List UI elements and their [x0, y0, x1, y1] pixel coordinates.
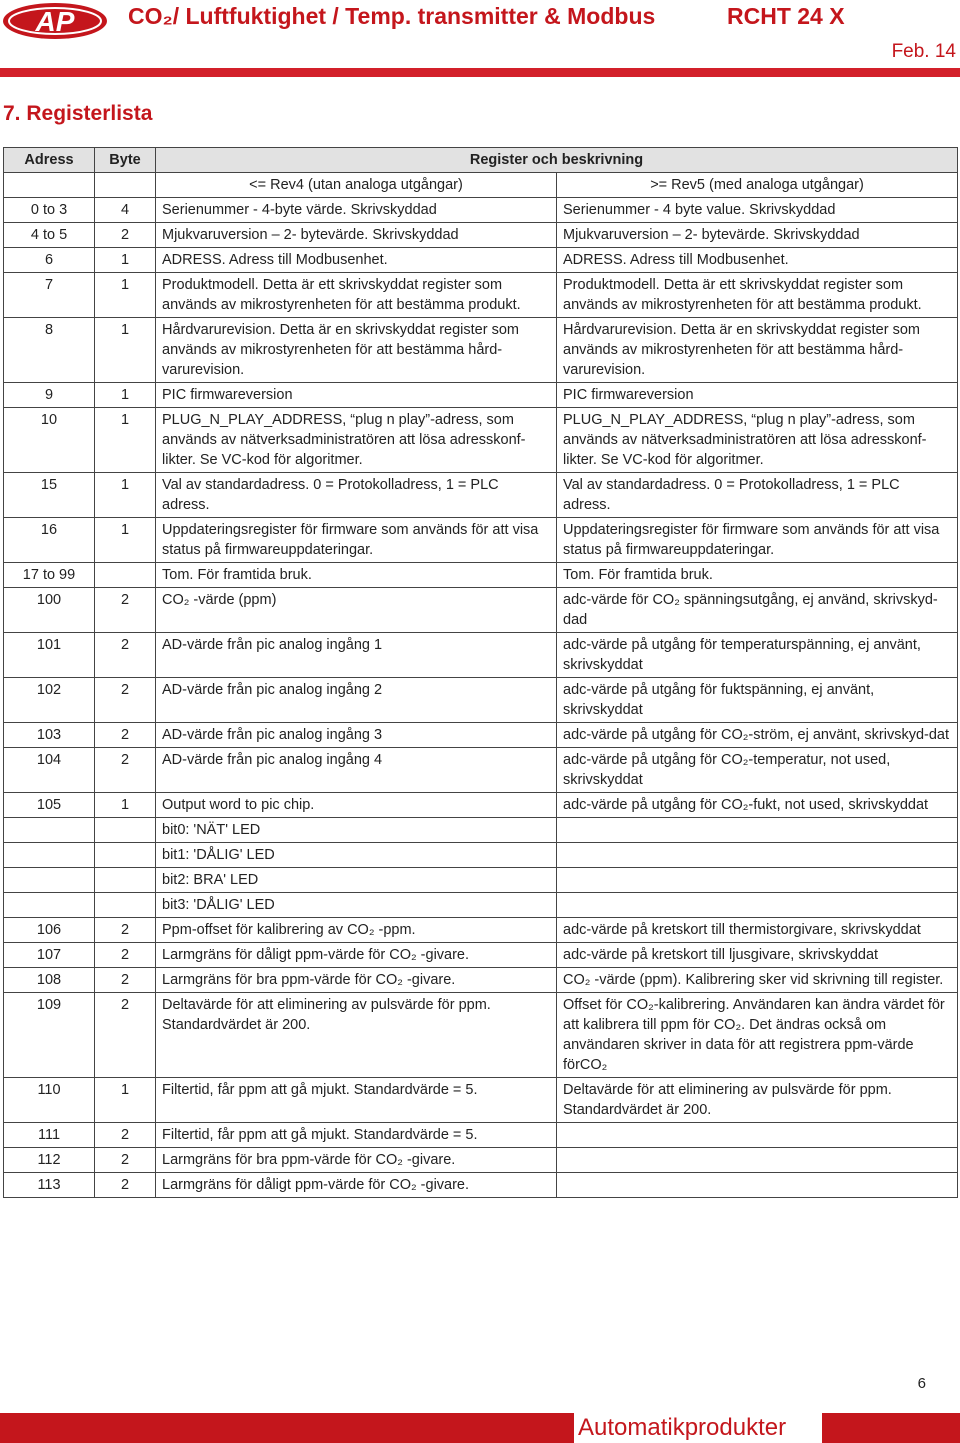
footer-brand: Automatikprodukter: [574, 1413, 960, 1443]
cell-rev4-description: Filtertid, får ppm att gå mjukt. Standardvärde = 5.: [156, 1123, 557, 1148]
cell-rev4-description: PLUG_N_PLAY_ADDRESS, “plug n play”-adress, som används av nätverksadministratören att lösa adresskonf-likter. Se VC-kod för algoritmer.: [156, 408, 557, 473]
cell-byte: 2: [95, 1148, 156, 1173]
table-row: [4, 868, 958, 893]
cell-rev5-description: Hårdvarurevision. Detta är en skrivskyddat register som används av mikrostyrenheten för att bestämma hård-varurevision.: [557, 318, 958, 383]
cell-byte: 1: [95, 318, 156, 383]
cell-rev5-description: Serienummer - 4 byte value. Skrivskyddad: [557, 198, 958, 223]
cell-rev5-description: PLUG_N_PLAY_ADDRESS, “plug n play”-adress, som används av nätverksadministratören att lösa adresskonf-likter. Se VC-kod för algoritmer.: [557, 408, 958, 473]
cell-byte: 2: [95, 943, 156, 968]
cell-byte: 1: [95, 518, 156, 563]
cell-byte: 1: [95, 408, 156, 473]
cell-byte: 2: [95, 588, 156, 633]
register-table: [3, 147, 958, 1198]
cell-address: 109: [4, 993, 95, 1078]
cell-byte: 2: [95, 678, 156, 723]
cell-address: 4 to 5: [4, 223, 95, 248]
table-row: [4, 563, 958, 588]
table-subheader-row: [4, 173, 958, 198]
cell-byte: 1: [95, 383, 156, 408]
cell-address: 110: [4, 1078, 95, 1123]
cell-rev4-description: Larmgräns för dåligt ppm-värde för CO₂ -givare.: [156, 1173, 557, 1198]
subheader-rev5: >= Rev5 (med analoga utgångar): [557, 173, 958, 198]
table-row: [4, 473, 958, 518]
cell-address: 10: [4, 408, 95, 473]
cell-address: [4, 868, 95, 893]
table-row: [4, 383, 958, 408]
cell-rev5-description: Produktmodell. Detta är ett skrivskyddat register som används av mikrostyrenheten för att bestämma produkt.: [557, 273, 958, 318]
ap-logo: [2, 2, 108, 40]
cell-rev4-description: Mjukvaruversion – 2- bytevärde. Skrivskyddad: [156, 223, 557, 248]
subheader-empty: [4, 173, 95, 198]
cell-rev5-description: [557, 1173, 958, 1198]
cell-rev5-description: adc-värde för CO₂ spänningsutgång, ej använd, skrivskyd-dad: [557, 588, 958, 633]
register-table-body: [4, 198, 958, 1198]
footer-stripe-end: [822, 1413, 960, 1443]
cell-address: 7: [4, 273, 95, 318]
model-name: RCHT 24 X: [727, 3, 845, 29]
table-row: [4, 198, 958, 223]
cell-rev4-description: bit3: 'DÅLIG' LED: [156, 893, 557, 918]
cell-rev5-description: Offset för CO₂-kalibrering. Användaren kan ändra värdet för att kalibrera till ppm för CO₂. Det ändras också om användaren skriver in data för att registrera ppm-värde förCO₂: [557, 993, 958, 1078]
cell-rev5-description: [557, 843, 958, 868]
cell-address: 105: [4, 793, 95, 818]
cell-byte: 2: [95, 993, 156, 1078]
cell-rev5-description: adc-värde på utgång för temperaturspänning, ej använt, skrivskyddat: [557, 633, 958, 678]
cell-byte: 1: [95, 473, 156, 518]
cell-byte: 1: [95, 248, 156, 273]
table-row: [4, 1078, 958, 1123]
header-address: Adress: [4, 148, 95, 173]
cell-byte: 2: [95, 918, 156, 943]
cell-rev4-description: bit1: 'DÅLIG' LED: [156, 843, 557, 868]
document-date: Feb. 14: [891, 41, 956, 62]
cell-rev5-description: [557, 893, 958, 918]
cell-rev5-description: [557, 868, 958, 893]
cell-rev4-description: Hårdvarurevision. Detta är en skrivskyddat register som används av mikrostyrenheten för att bestämma hård-varurevision.: [156, 318, 557, 383]
table-row: [4, 793, 958, 818]
cell-byte: 2: [95, 1173, 156, 1198]
table-row: [4, 1123, 958, 1148]
cell-rev5-description: adc-värde på utgång för CO₂-ström, ej använt, skrivskyd-dat: [557, 723, 958, 748]
cell-byte: 2: [95, 1123, 156, 1148]
cell-address: 111: [4, 1123, 95, 1148]
table-row: [4, 273, 958, 318]
cell-address: 101: [4, 633, 95, 678]
cell-byte: 2: [95, 748, 156, 793]
cell-address: 106: [4, 918, 95, 943]
cell-byte: [95, 868, 156, 893]
section-title: 7. Registerlista: [3, 102, 153, 125]
cell-rev5-description: adc-värde på kretskort till thermistorgivare, skrivskyddat: [557, 918, 958, 943]
cell-rev4-description: CO₂ -värde (ppm): [156, 588, 557, 633]
table-row: [4, 1173, 958, 1198]
cell-rev4-description: PIC firmwareversion: [156, 383, 557, 408]
cell-address: 113: [4, 1173, 95, 1198]
cell-rev5-description: adc-värde på kretskort till ljusgivare, skrivskyddat: [557, 943, 958, 968]
cell-rev4-description: AD-värde från pic analog ingång 2: [156, 678, 557, 723]
cell-address: 103: [4, 723, 95, 748]
table-header-row: [4, 148, 958, 173]
cell-rev4-description: Larmgräns för bra ppm-värde för CO₂ -givare.: [156, 1148, 557, 1173]
footer-stripe: [0, 1413, 574, 1443]
header-rule: [0, 68, 960, 77]
cell-rev4-description: Produktmodell. Detta är ett skrivskyddat register som används av mikrostyrenheten för att bestämma produkt.: [156, 273, 557, 318]
cell-byte: 1: [95, 273, 156, 318]
logo-text: AP: [35, 6, 75, 37]
cell-rev5-description: [557, 1123, 958, 1148]
cell-rev4-description: AD-värde från pic analog ingång 3: [156, 723, 557, 748]
table-row: [4, 518, 958, 563]
header-byte: Byte: [95, 148, 156, 173]
cell-rev5-description: [557, 818, 958, 843]
cell-rev5-description: Deltavärde för att eliminering av pulsvärde för ppm. Standardvärdet är 200.: [557, 1078, 958, 1123]
cell-rev4-description: Ppm-offset för kalibrering av CO₂ -ppm.: [156, 918, 557, 943]
cell-address: [4, 843, 95, 868]
cell-address: 0 to 3: [4, 198, 95, 223]
cell-rev5-description: adc-värde på utgång för CO₂-temperatur, not used, skrivskyddat: [557, 748, 958, 793]
cell-rev4-description: AD-värde från pic analog ingång 1: [156, 633, 557, 678]
cell-byte: 2: [95, 968, 156, 993]
cell-rev4-description: Output word to pic chip.: [156, 793, 557, 818]
table-row: [4, 588, 958, 633]
cell-rev5-description: Val av standardadress. 0 = Protokolladress, 1 = PLC adress.: [557, 473, 958, 518]
table-row: [4, 918, 958, 943]
subheader-rev4: <= Rev4 (utan analoga utgångar): [156, 173, 557, 198]
cell-address: 104: [4, 748, 95, 793]
cell-rev5-description: adc-värde på utgång för fuktspänning, ej använt, skrivskyddat: [557, 678, 958, 723]
cell-address: 17 to 99: [4, 563, 95, 588]
header-description: Register och beskrivning: [156, 148, 958, 173]
table-row: [4, 993, 958, 1078]
table-row: [4, 818, 958, 843]
table-row: [4, 633, 958, 678]
cell-rev5-description: Mjukvaruversion – 2- bytevärde. Skrivskyddad: [557, 223, 958, 248]
cell-byte: [95, 563, 156, 588]
cell-rev5-description: PIC firmwareversion: [557, 383, 958, 408]
cell-rev5-description: adc-värde på utgång för CO₂-fukt, not used, skrivskyddat: [557, 793, 958, 818]
cell-rev4-description: bit2: BRA' LED: [156, 868, 557, 893]
table-row: [4, 408, 958, 473]
page-number: 6: [917, 1375, 926, 1392]
cell-address: 16: [4, 518, 95, 563]
cell-rev4-description: Val av standardadress. 0 = Protokolladress, 1 = PLC adress.: [156, 473, 557, 518]
cell-rev4-description: AD-värde från pic analog ingång 4: [156, 748, 557, 793]
cell-rev5-description: Uppdateringsregister för firmware som används för att visa status på firmwareuppdateringar.: [557, 518, 958, 563]
cell-address: 100: [4, 588, 95, 633]
cell-address: 8: [4, 318, 95, 383]
cell-rev4-description: Filtertid, får ppm att gå mjukt. Standardvärde = 5.: [156, 1078, 557, 1123]
table-row: [4, 843, 958, 868]
cell-address: 15: [4, 473, 95, 518]
footer-bar: [0, 1413, 960, 1443]
cell-rev4-description: Larmgräns för dåligt ppm-värde för CO₂ -givare.: [156, 943, 557, 968]
table-row: [4, 1148, 958, 1173]
cell-byte: 1: [95, 793, 156, 818]
cell-rev4-description: Deltavärde för att eliminering av pulsvärde för ppm. Standardvärdet är 200.: [156, 993, 557, 1078]
cell-byte: 2: [95, 223, 156, 248]
cell-byte: 2: [95, 633, 156, 678]
cell-address: 9: [4, 383, 95, 408]
cell-byte: 4: [95, 198, 156, 223]
table-row: [4, 943, 958, 968]
table-row: [4, 248, 958, 273]
cell-rev5-description: ADRESS. Adress till Modbusenhet.: [557, 248, 958, 273]
cell-byte: 2: [95, 723, 156, 748]
cell-address: 108: [4, 968, 95, 993]
table-row: [4, 968, 958, 993]
cell-rev5-description: [557, 1148, 958, 1173]
cell-address: 6: [4, 248, 95, 273]
cell-address: [4, 818, 95, 843]
cell-address: 112: [4, 1148, 95, 1173]
cell-byte: [95, 843, 156, 868]
table-row: [4, 723, 958, 748]
table-row: [4, 318, 958, 383]
subheader-empty: [95, 173, 156, 198]
table-row: [4, 893, 958, 918]
cell-address: 102: [4, 678, 95, 723]
table-row: [4, 748, 958, 793]
cell-byte: 1: [95, 1078, 156, 1123]
cell-rev5-description: CO₂ -värde (ppm). Kalibrering sker vid skrivning till register.: [557, 968, 958, 993]
cell-address: 107: [4, 943, 95, 968]
cell-rev4-description: bit0: 'NÄT' LED: [156, 818, 557, 843]
cell-address: [4, 893, 95, 918]
cell-byte: [95, 818, 156, 843]
cell-rev4-description: Larmgräns för bra ppm-värde för CO₂ -givare.: [156, 968, 557, 993]
cell-rev4-description: Tom. För framtida bruk.: [156, 563, 557, 588]
cell-rev4-description: ADRESS. Adress till Modbusenhet.: [156, 248, 557, 273]
cell-rev4-description: Uppdateringsregister för firmware som används för att visa status på firmwareuppdateringar.: [156, 518, 557, 563]
table-row: [4, 223, 958, 248]
cell-rev5-description: Tom. För framtida bruk.: [557, 563, 958, 588]
cell-byte: [95, 893, 156, 918]
cell-rev4-description: Serienummer - 4-byte värde. Skrivskyddad: [156, 198, 557, 223]
table-row: [4, 678, 958, 723]
document-title: CO₂/ Luftfuktighet / Temp. transmitter & Modbus: [128, 3, 656, 29]
